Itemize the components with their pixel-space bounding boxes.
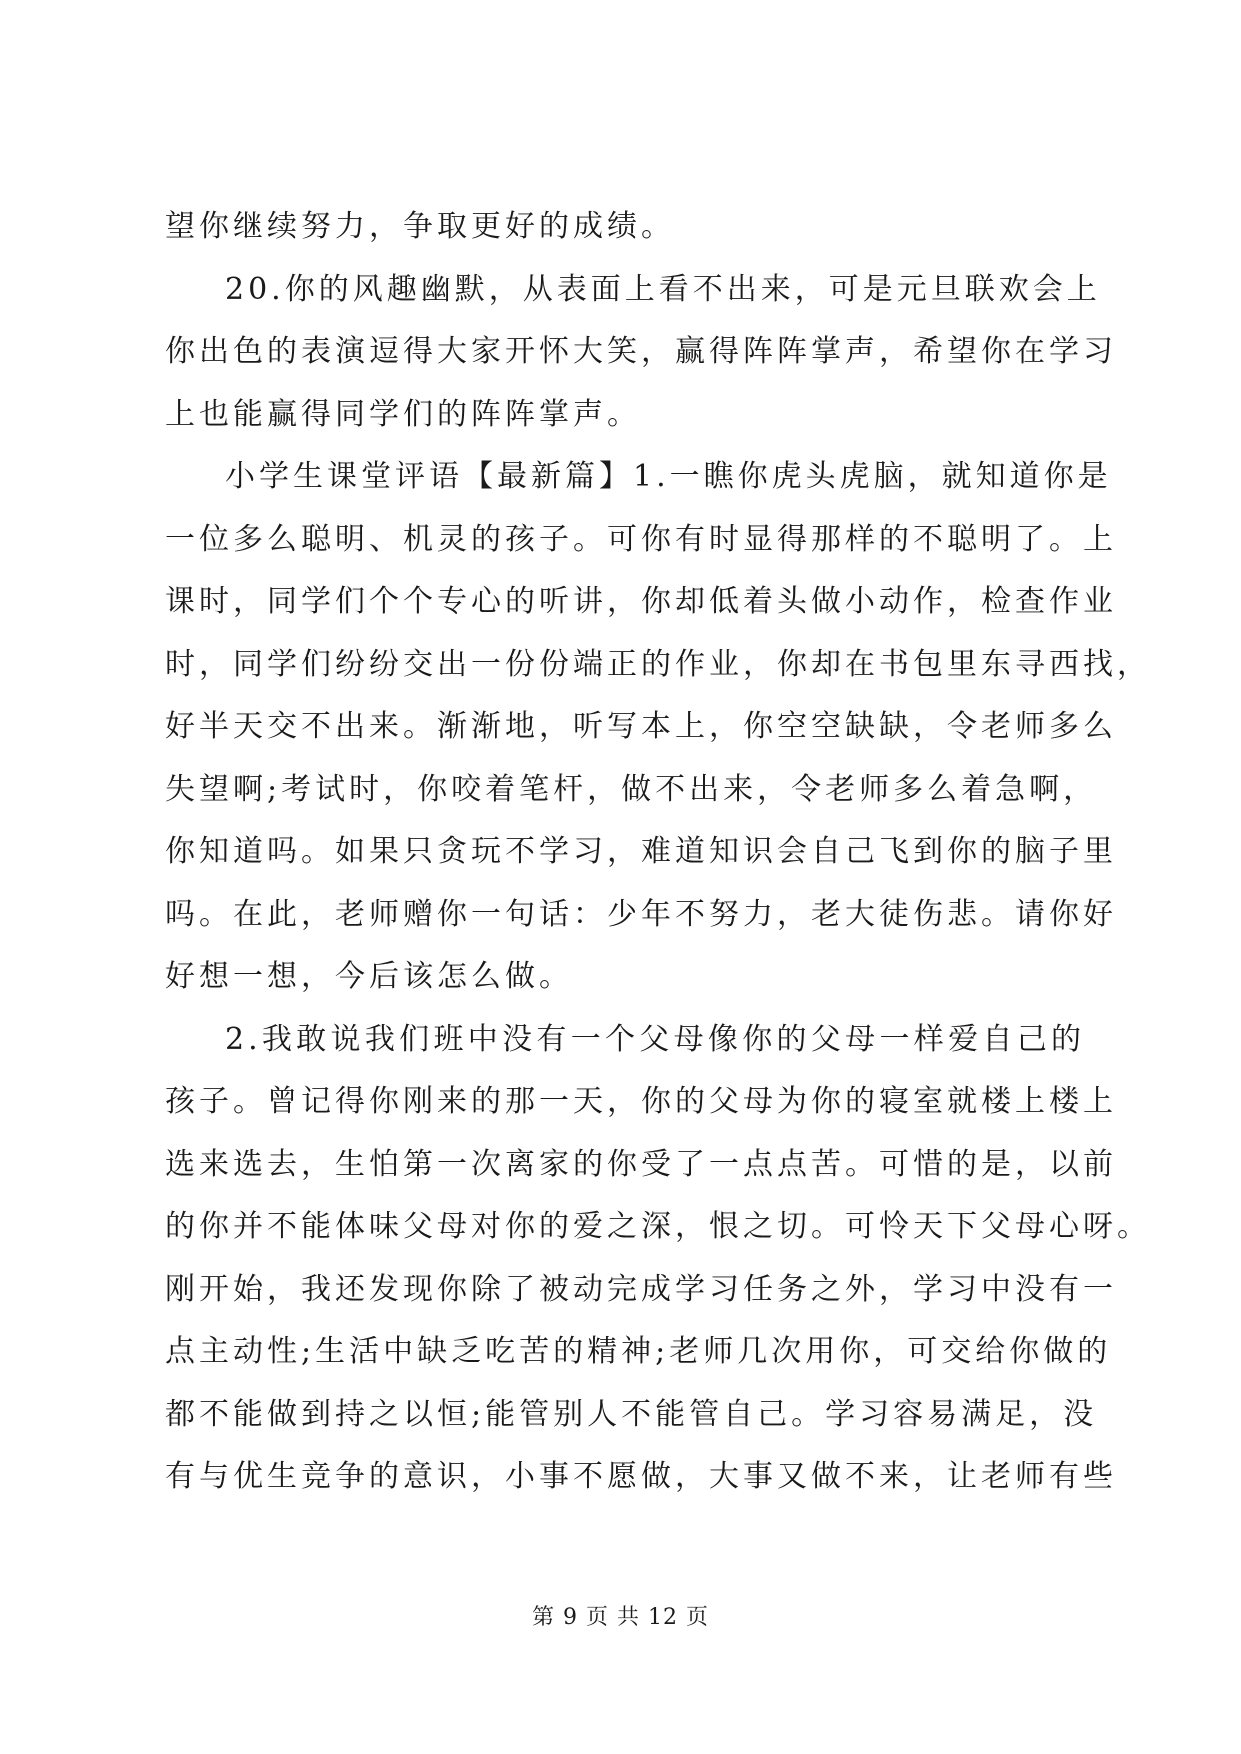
text-line: 好半天交不出来。渐渐地，听写本上，你空空缺缺，令老师多么 xyxy=(165,709,1117,744)
text-line: 上也能赢得同学们的阵阵掌声。 xyxy=(165,396,641,432)
text-line: 的你并不能体味父母对你的爱之深，恨之切。可怜天下父母心呀。 xyxy=(165,1209,1151,1244)
text-line: 时，同学们纷纷交出一份份端正的作业，你却在书包里东寻西找， xyxy=(165,646,1151,682)
text-line: 吗。在此，老师赠你一句话：少年不努力，老大徒伤悲。请你好 xyxy=(165,896,1117,932)
text-line: 2.我敢说我们班中没有一个父母像你的父母一样爱自己的 xyxy=(225,1021,1085,1057)
text-line: 刚开始，我还发现你除了被动完成学习任务之外，学习中没有一 xyxy=(165,1271,1117,1307)
text-line: 20.你的风趣幽默，从表面上看不出来，可是元旦联欢会上 xyxy=(225,271,1101,307)
page-footer: 第 9 页 共 12 页 xyxy=(532,1605,709,1630)
text-line: 你知道吗。如果只贪玩不学习，难道知识会自己飞到你的脑子里 xyxy=(165,834,1117,869)
text-line: 好想一想，今后该怎么做。 xyxy=(165,959,573,994)
text-line: 望你继续努力，争取更好的成绩。 xyxy=(165,209,675,244)
text-line: 一位多么聪明、机灵的孩子。可你有时显得那样的不聪明了。上 xyxy=(165,521,1117,557)
text-line: 孩子。曾记得你刚来的那一天，你的父母为你的寝室就楼上楼上 xyxy=(165,1084,1117,1119)
text-line: 你出色的表演逗得大家开怀大笑，赢得阵阵掌声，希望你在学习 xyxy=(165,334,1117,369)
text-line: 选来选去，生怕第一次离家的你受了一点点苦。可惜的是，以前 xyxy=(165,1146,1117,1182)
text-line: 课时，同学们个个专心的听讲，你却低着头做小动作，检查作业 xyxy=(165,584,1117,619)
text-line: 都不能做到持之以恒;能管别人不能管自己。学习容易满足，没 xyxy=(165,1396,1098,1432)
text-line: 失望啊;考试时，你咬着笔杆，做不出来，令老师多么着急啊， xyxy=(165,771,1098,807)
body-text xyxy=(165,196,1151,1509)
text-line: 有与优生竞争的意识，小事不愿做，大事又做不来，让老师有些 xyxy=(165,1459,1117,1494)
text-line: 小学生课堂评语【最新篇】1.一瞧你虎头虎脑，就知道你是 xyxy=(225,459,1112,494)
text-line: 点主动性;生活中缺乏吃苦的精神;老师几次用你，可交给你做的 xyxy=(165,1334,1112,1369)
